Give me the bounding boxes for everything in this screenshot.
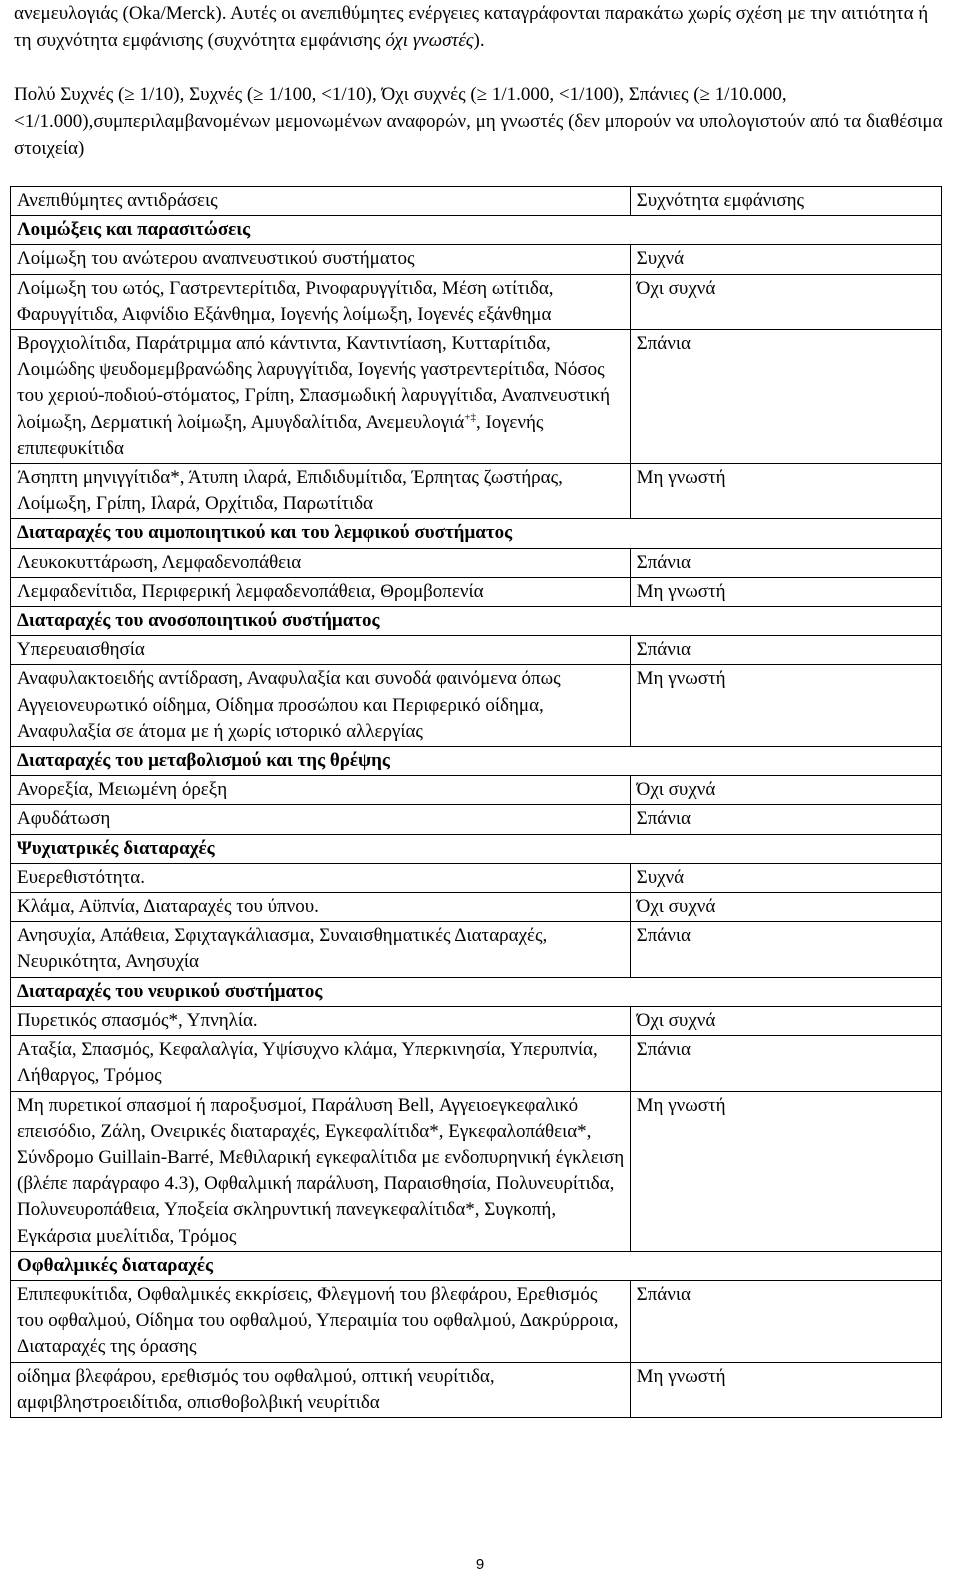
reaction-cell: Επιπεφυκίτιδα, Οφθαλμικές εκκρίσεις, Φλεγμονή του βλεφάρου, Ερεθισμός του οφθαλμού, Οίδημα του οφθαλμού, Υπεραιμία του οφθαλμού, Δακρύρροια, Διαταραχές της όρασης	[11, 1280, 631, 1362]
frequency-cell: Σπάνια	[630, 548, 941, 577]
header-frequency: Συχνότητα εμφάνισης	[630, 187, 941, 216]
table-row	[11, 922, 942, 977]
frequency-cell: Συχνά	[630, 245, 941, 274]
intro-p1-italic: όχι γνωστές	[385, 30, 474, 51]
table-row	[11, 330, 942, 464]
reaction-cell: Αταξία, Σπασμός, Κεφαλαλγία, Υψίσυχνο κλάμα, Υπερκινησία, Υπερυπνία, Λήθαργος, Τρόμος	[11, 1036, 631, 1091]
intro-paragraph-2: Πολύ Συχνές (≥ 1/10), Συχνές (≥ 1/100, <1/10), Όχι συχνές (≥ 1/1.000, <1/100), Σπάνιες (≥ 1/10.000, <1/1.000),συμπεριλαμβανομένων μεμονωμένων αναφορών, μη γνωστές (δεν μπορούν να υπολογιστούν από τα διαθέσιμα στοιχεία)	[14, 84, 943, 159]
section-heading: Λοιμώξεις και παρασιτώσεις	[11, 216, 942, 245]
reaction-cell: Αναφυλακτοειδής αντίδραση, Αναφυλαξία και συνοδά φαινόμενα όπως Αγγειονευρωτικό οίδημα, Οίδημα προσώπου και Περιφερικό οίδημα, Αναφυλαξία σε άτομα με ή χωρίς ιστορικό αλλεργίας	[11, 665, 631, 747]
reaction-cell: οίδημα βλεφάρου, ερεθισμός του οφθαλμού, οπτική νευρίτιδα, αμφιβληστροειδίτιδα, οπισθοβολβική νευρίτιδα	[11, 1362, 631, 1417]
frequency-cell: Σπάνια	[630, 922, 941, 977]
section-row	[11, 834, 942, 863]
reaction-cell: Μη πυρετικοί σπασμοί ή παροξυσμοί, Παράλυση Bell, Αγγειοεγκεφαλικό επεισόδιο, Ζάλη, Ονειρικές διαταραχές, Εγκεφαλίτιδα*, Εγκεφαλοπάθεια*, Σύνδρομο Guillain-Barré, Μεθιλαρική εγκεφαλίτιδα με ενδοπυρηνική έγκλειση (βλέπε παράγραφο 4.3), Οφθαλμική παράλυση, Παραισθησία, Πολυνευρίτιδα, Πολυνευροπάθεια, Υποξεία σκληρυντική πανεγκεφαλίτιδα*, Συγκοπή, Εγκάρσια μυελίτιδα, Τρόμος	[11, 1091, 631, 1251]
frequency-cell: Όχι συχνά	[630, 776, 941, 805]
section-heading: Διαταραχές του νευρικού συστήματος	[11, 977, 942, 1006]
frequency-cell: Μη γνωστή	[630, 665, 941, 747]
section-row	[11, 519, 942, 548]
reaction-cell: Λοίμωξη του ανώτερου αναπνευστικού συστήματος	[11, 245, 631, 274]
section-heading: Ψυχιατρικές διαταραχές	[11, 834, 942, 863]
frequency-cell: Σπάνια	[630, 330, 941, 464]
intro-p1-end: ).	[473, 30, 485, 51]
section-heading: Οφθαλμικές διαταραχές	[11, 1251, 942, 1280]
frequency-cell: Μη γνωστή	[630, 464, 941, 519]
section-row	[11, 977, 942, 1006]
table-row	[11, 636, 942, 665]
reaction-footnote-mark: +‡	[464, 411, 476, 424]
table-row	[11, 1006, 942, 1035]
frequency-cell: Σπάνια	[630, 805, 941, 834]
reaction-cell: Πυρετικός σπασμός*, Υπνηλία.	[11, 1006, 631, 1035]
section-row	[11, 1251, 942, 1280]
frequency-cell: Όχι συχνά	[630, 1006, 941, 1035]
table-row	[11, 1280, 942, 1362]
frequency-cell: Μη γνωστή	[630, 577, 941, 606]
table-row	[11, 577, 942, 606]
table-row	[11, 776, 942, 805]
section-row	[11, 216, 942, 245]
table-row	[11, 1036, 942, 1091]
table-row	[11, 665, 942, 747]
frequency-cell: Μη γνωστή	[630, 1362, 941, 1417]
table-row	[11, 464, 942, 519]
reaction-cell: Ανορεξία, Μειωμένη όρεξη	[11, 776, 631, 805]
table-row	[11, 548, 942, 577]
section-row	[11, 607, 942, 636]
table-row	[11, 245, 942, 274]
frequency-cell: Σπάνια	[630, 1036, 941, 1091]
reaction-cell: Λοίμωξη του ωτός, Γαστρεντερίτιδα, Ρινοφαρυγγίτιδα, Μέση ωτίτιδα, Φαρυγγίτιδα, Αιφνίδιο Εξάνθημα, Ιογενής λοίμωξη, Ιογενές εξάνθημα	[11, 274, 631, 329]
frequency-cell: Σπάνια	[630, 636, 941, 665]
reaction-cell	[11, 330, 631, 464]
reaction-cell: Ευερεθιστότητα.	[11, 863, 631, 892]
adverse-reactions-table	[10, 186, 942, 1418]
intro-text	[14, 0, 944, 162]
section-heading: Διαταραχές του ανοσοποιητικού συστήματος	[11, 607, 942, 636]
header-reactions: Ανεπιθύμητες αντιδράσεις	[11, 187, 631, 216]
intro-paragraph-1	[14, 0, 944, 54]
reaction-text-tail: , Ιογενής επιπεφυκίτιδα	[17, 411, 544, 459]
table-row	[11, 274, 942, 329]
section-heading: Διαταραχές του μεταβολισμού και της θρέψης	[11, 747, 942, 776]
reaction-cell: Ανησυχία, Απάθεια, Σφιχταγκάλιασμα, Συναισθηματικές Διαταραχές, Νευρικότητα, Ανησυχία	[11, 922, 631, 977]
section-heading: Διαταραχές του αιμοποιητικού και του λεμφικού συστήματος	[11, 519, 942, 548]
table-row	[11, 863, 942, 892]
page-number: 9	[475, 1556, 485, 1573]
table-row	[11, 1362, 942, 1417]
reaction-cell: Άσηπτη μηνιγγίτιδα*, Άτυπη ιλαρά, Επιδιδυμίτιδα, Έρπητας ζωστήρας, Λοίμωξη, Γρίπη, Ιλαρά, Ορχίτιδα, Παρωτίτιδα	[11, 464, 631, 519]
intro-p1-start: ανεμευλογιάς (Oka/Merck). Αυτές οι ανεπιθύμητες ενέργειες καταγράφονται παρακάτω χωρίς σχέση με την αιτιότητα ή τη συχνότητα εμφάνισης (συχνότητα εμφάνισης	[14, 3, 929, 51]
reaction-cell: Υπερευαισθησία	[11, 636, 631, 665]
reaction-text: Βρογχιολίτιδα, Παράτριμμα από κάντιντα, Καντιντίαση, Κυτταρίτιδα, Λοιμώδης ψευδομεμβρανώδης λαρυγγίτιδα, Ιογενής γαστρεντερίτιδα, Νόσος του χεριού-ποδιού-στόματος, Γρίπη, Σπασμωδική λαρυγγίτιδα, Αναπνευστική λοίμωξη, Δερματική λοίμωξη, Αμυγδαλίτιδα, Ανεμευλογιά	[17, 333, 611, 433]
reaction-cell: Κλάμα, Αϋπνία, Διαταραχές του ύπνου.	[11, 893, 631, 922]
section-row	[11, 747, 942, 776]
frequency-cell: Όχι συχνά	[630, 274, 941, 329]
table-row	[11, 805, 942, 834]
table-header-row	[11, 187, 942, 216]
frequency-cell: Μη γνωστή	[630, 1091, 941, 1251]
reaction-cell: Λεμφαδενίτιδα, Περιφερική λεμφαδενοπάθεια, Θρομβοπενία	[11, 577, 631, 606]
table-row	[11, 893, 942, 922]
reaction-cell: Αφυδάτωση	[11, 805, 631, 834]
table-row	[11, 1091, 942, 1251]
frequency-cell: Συχνά	[630, 863, 941, 892]
frequency-cell: Σπάνια	[630, 1280, 941, 1362]
frequency-cell: Όχι συχνά	[630, 893, 941, 922]
reaction-cell: Λευκοκυττάρωση, Λεμφαδενοπάθεια	[11, 548, 631, 577]
